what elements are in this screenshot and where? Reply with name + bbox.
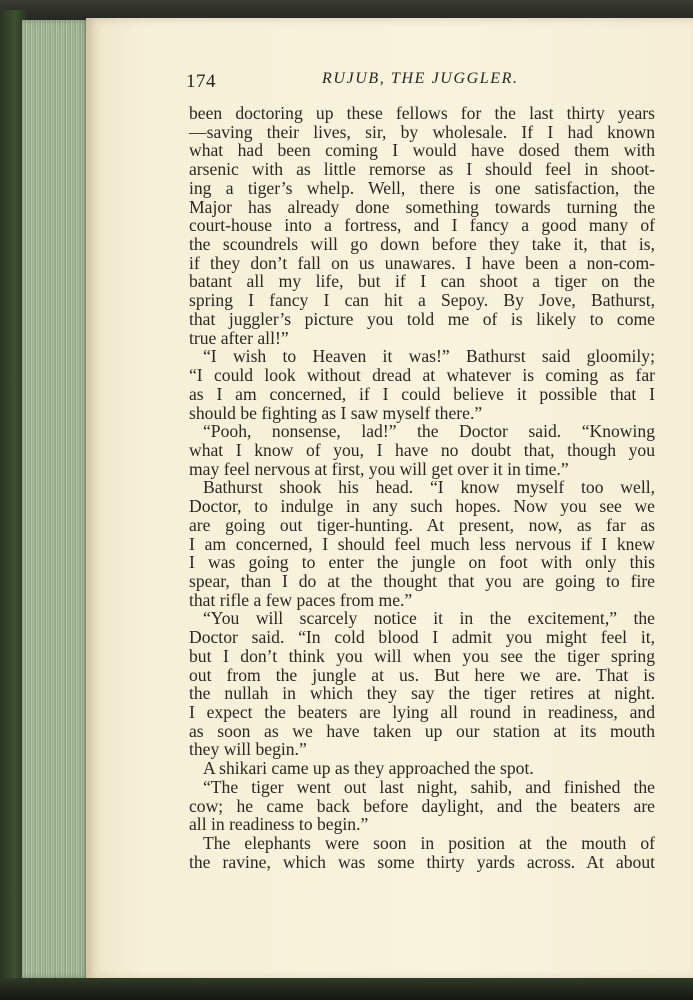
text-line: I was going to enter the jungle on foot with only this xyxy=(189,552,655,573)
text-line: “I could look without dread at whatever is coming as far xyxy=(189,365,655,386)
text-line: I expect the beaters are lying all round in readiness, and xyxy=(189,702,655,722)
running-title: RUJUB, THE JUGGLER. xyxy=(322,70,519,87)
text-line: the ravine, which was some thirty yards across. At about xyxy=(189,851,655,872)
body-text xyxy=(189,104,655,871)
text-line: been doctoring up these fellows for the last thirty years xyxy=(189,103,655,123)
text-line: The elephants were soon in position at the mouth of xyxy=(203,833,655,854)
text-line: they will begin.” xyxy=(189,739,307,760)
text-line: “The tiger went out last night, sahib, and finished the xyxy=(203,776,655,797)
text-line: “You will scarcely notice it in the excitement,” the xyxy=(203,608,655,629)
text-line: batant all my life, but if I can shoot a tiger on the xyxy=(189,271,655,292)
text-line: as soon as we have taken up our station at its mouth xyxy=(189,720,655,741)
text-line: out from the jungle at us. But here we are. That is xyxy=(189,664,655,685)
text-line: the scoundrels will go down before they take it, that is, xyxy=(189,234,655,255)
text-line: cow; he came back before daylight, and the beaters are xyxy=(189,795,655,816)
page-edges xyxy=(22,20,88,978)
text-line: but I don’t think you will when you see the tiger spring xyxy=(189,645,655,666)
text-line: —saving their lives, sir, by wholesale. If I had known xyxy=(189,121,655,142)
text-line: that juggler’s picture you told me of is likely to come xyxy=(189,308,655,329)
text-line: Doctor said. “In cold blood I admit you might feel it, xyxy=(189,627,655,648)
text-line: all in readiness to begin.” xyxy=(189,814,369,835)
text-line: if they don’t fall on us unawares. I have been a non-com- xyxy=(189,252,655,273)
book-cover-bottom xyxy=(0,978,693,1000)
text-line: what had been coming I would have dosed them with xyxy=(189,140,655,161)
text-line: should be fighting as I saw myself there.” xyxy=(189,402,483,423)
text-line: Doctor, to indulge in any such hopes. Now you see we xyxy=(189,496,655,517)
text-line: spear, than I do at the thought that you are going to fire xyxy=(189,570,655,591)
text-line: A shikari came up as they approached the spot. xyxy=(203,758,534,779)
page-number: 174 xyxy=(186,71,216,92)
text-line: that rifle a few paces from me.” xyxy=(189,589,413,610)
text-line: Major has already done something towards turning the xyxy=(189,196,655,217)
text-line: Bathurst shook his head. “I know myself too well, xyxy=(203,477,655,498)
text-line: “Pooh, nonsense, lad!” the Doctor said. “Knowing xyxy=(203,421,655,442)
text-line: are going out tiger-hunting. At present, now, as far as xyxy=(189,514,655,535)
text-line: ing a tiger’s whelp. Well, there is one satisfaction, the xyxy=(189,177,655,198)
text-line: true after all!” xyxy=(189,327,289,348)
text-line: arsenic with as little remorse as I should feel in shoot- xyxy=(189,159,655,180)
text-line: spring I fancy I can hit a Sepoy. By Jove, Bathurst, xyxy=(189,290,655,311)
running-head xyxy=(186,68,656,96)
text-line: what I know of you, I have no doubt that, though you xyxy=(189,439,655,460)
text-line: court-house into a fortress, and I fancy a good many of xyxy=(189,215,655,236)
text-line: the nullah in which they say the tiger retires at night. xyxy=(189,683,655,704)
text-line: as I am concerned, if I could believe it possible that I xyxy=(189,383,655,404)
text-line: I am concerned, I should feel much less nervous if I knew xyxy=(189,533,655,554)
text-line: “I wish to Heaven it was!” Bathurst said gloomily; xyxy=(203,346,655,367)
text-line: may feel nervous at first, you will get over it in time.” xyxy=(189,458,569,479)
